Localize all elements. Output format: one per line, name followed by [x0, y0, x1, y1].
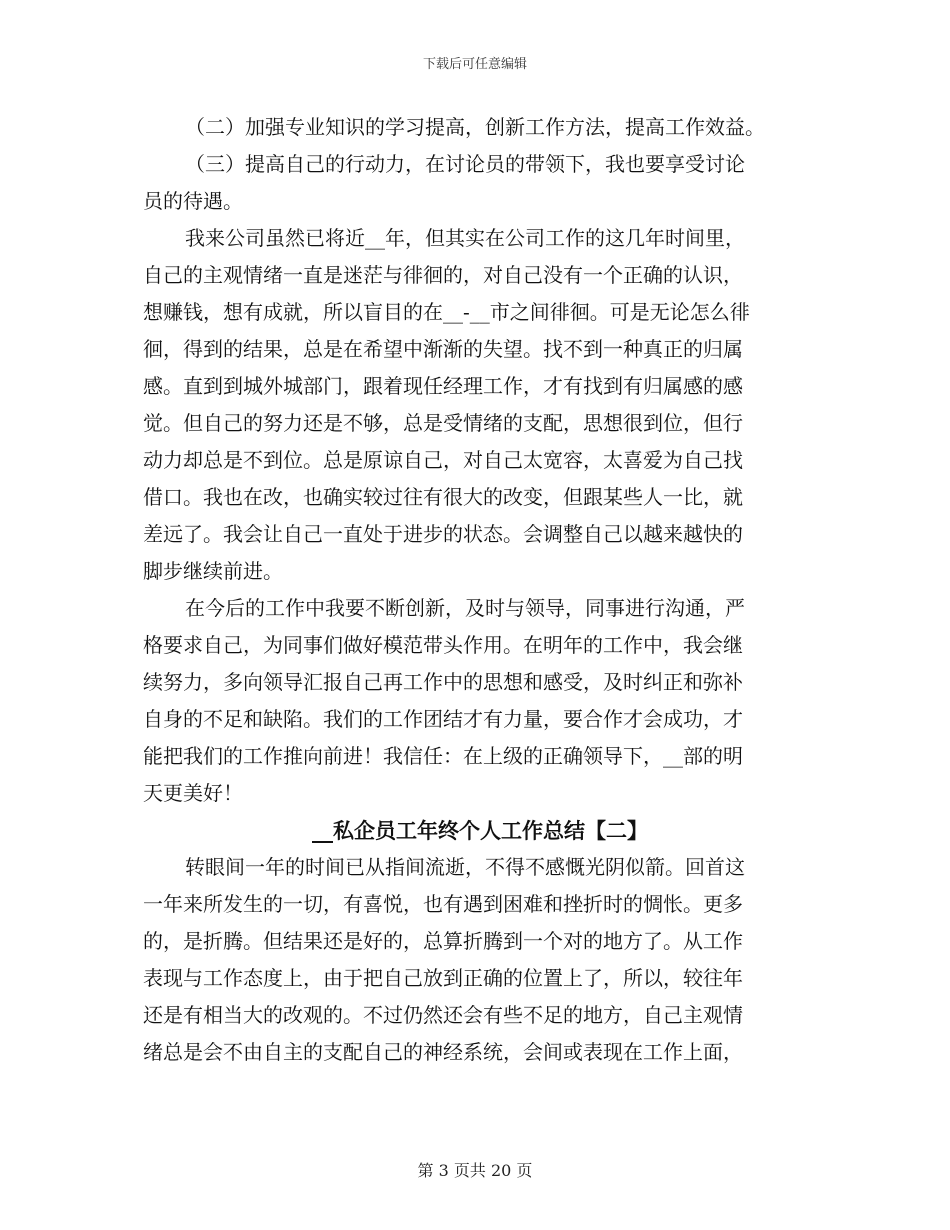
text-line: 员的待遇。 [143, 189, 243, 213]
text-line: 天更美好！ [143, 781, 243, 805]
text-line: （二）加强专业知识的学习提高，创新工作方法，提高工作效益。 [185, 115, 765, 139]
text-line: 表现与工作态度上，由于把自己放到正确的位置上了，所以，较往年 [143, 966, 743, 990]
text-line: 动力却总是不到位。总是原谅自己，对自己太宽容，太喜爱为自己找 [143, 448, 743, 472]
text-line: 续努力，多向领导汇报自己再工作中的思想和感受，及时纠正和弥补 [143, 670, 743, 694]
text-line: 自身的不足和缺陷。我们的工作团结才有力量，要合作才会成功，才 [143, 707, 743, 731]
text-line: 绪总是会不由自主的支配自己的神经系统，会间或表现在工作上面， [143, 1040, 743, 1064]
text-line: 一年来所发生的一切，有喜悦，也有遇到困难和挫折时的惆怅。更多 [143, 892, 743, 916]
text-line: 想赚钱，想有成就，所以盲目的在__-__市之间徘徊。可是无论怎么徘 [143, 300, 750, 324]
text-line: 觉。但自己的努力还是不够，总是受情绪的支配，思想很到位，但行 [143, 411, 743, 435]
section-title: __私企员工年终个人工作总结【二】 [312, 818, 648, 843]
text-line: 脚步继续前进。 [143, 559, 283, 583]
text-line: 差远了。我会让自己一直处于进步的状态。会调整自己以越来越快的 [143, 522, 743, 546]
text-line: 还是有相当大的改观的。不过仍然还会有些不足的地方，自己主观情 [143, 1003, 743, 1027]
text-line: 在今后的工作中我要不断创新，及时与领导，同事进行沟通，严 [185, 596, 745, 620]
text-line: 的，是折腾。但结果还是好的，总算折腾到一个对的地方了。从工作 [143, 929, 743, 953]
text-line: 徊，得到的结果，总是在希望中渐渐的失望。找不到一种真正的归属 [143, 337, 743, 361]
text-line: 借口。我也在改，也确实较过往有很大的改变，但跟某些人一比，就 [143, 485, 743, 509]
text-line: 转眼间一年的时间已从指间流逝，不得不感慨光阴似箭。回首这 [185, 855, 745, 879]
text-line: 格要求自己，为同事们做好模范带头作用。在明年的工作中，我会继 [143, 633, 743, 657]
text-line: （三）提高自己的行动力，在讨论员的带领下，我也要享受讨论 [185, 152, 745, 176]
page-footer: 第 3 页共 20 页 [417, 1161, 533, 1180]
text-line: 感。直到到城外城部门，跟着现任经理工作，才有找到有归属感的感 [143, 374, 743, 398]
text-line: 我来公司虽然已将近__年，但其实在公司工作的这几年时间里， [185, 226, 745, 250]
page-header: 下载后可任意编辑 [422, 57, 527, 72]
text-line: 自己的主观情绪一直是迷茫与徘徊的，对自己没有一个正确的认识， [143, 263, 743, 287]
text-line: 能把我们的工作推向前进！我信任：在上级的正确领导下，__部的明 [143, 744, 743, 768]
document-body [143, 109, 807, 1071]
